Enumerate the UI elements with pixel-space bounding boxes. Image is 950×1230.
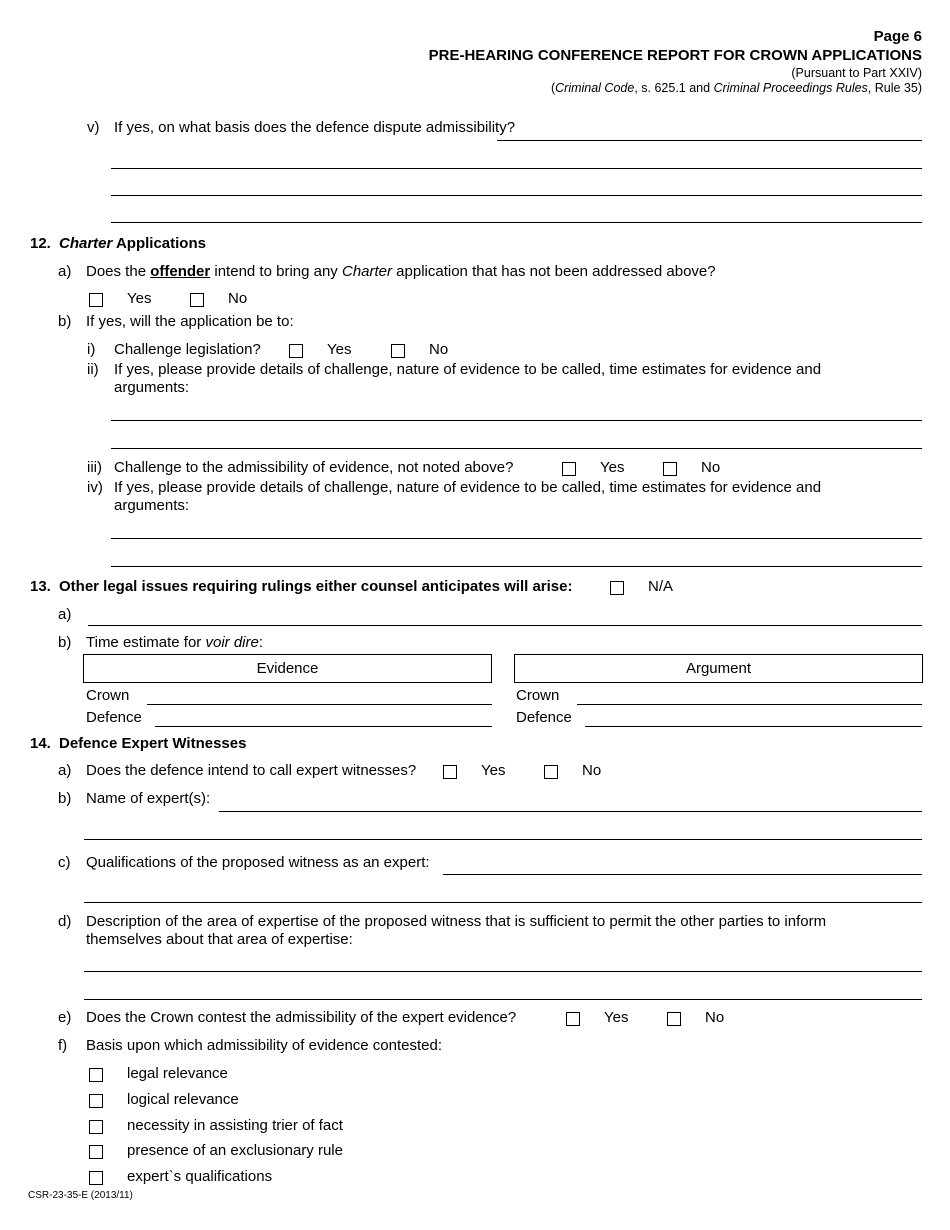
form-code: CSR-23-35-E (2013/11) (28, 1190, 133, 1201)
option-legal-relevance-checkbox[interactable] (89, 1068, 103, 1082)
s14a-yes-label: Yes (481, 762, 506, 779)
s13-na-label: N/A (648, 578, 674, 595)
s14f-number: f) (58, 1037, 68, 1054)
s12iii-yes-checkbox[interactable] (562, 462, 576, 476)
evidence-header-box: Evidence (83, 654, 492, 683)
evidence-crown-label: Crown (86, 687, 130, 704)
s12i-yes-label: Yes (327, 341, 352, 358)
item-v-number: v) (87, 119, 100, 136)
s14d-number: d) (58, 913, 72, 930)
s12b-question: If yes, will the application be to: (86, 313, 294, 330)
section-12-title: Charter Applications (59, 235, 206, 252)
s12iii-number: iii) (87, 459, 102, 476)
page-number: Page 6 (873, 28, 922, 45)
option-exclusionary-rule-checkbox[interactable] (89, 1145, 103, 1159)
option-expert-qualifications-label: expert`s qualifications (127, 1168, 273, 1185)
option-necessity-checkbox[interactable] (89, 1120, 103, 1134)
s14b-label: Name of expert(s): (86, 790, 211, 807)
s12iv-question-line2: arguments: (114, 497, 190, 514)
s14e-number: e) (58, 1009, 72, 1026)
argument-header-box: Argument (514, 654, 923, 683)
item-v-answer-line-2[interactable] (111, 168, 922, 169)
s14f-label: Basis upon which admissibility of evidence contested: (86, 1037, 443, 1054)
s12ii-answer-line-2[interactable] (111, 448, 922, 449)
s13a-answer-line[interactable] (88, 625, 922, 626)
argument-crown-line[interactable] (577, 704, 922, 705)
pursuant-note: (Pursuant to Part XXIV) (791, 66, 922, 80)
s12iv-answer-line-1[interactable] (111, 538, 922, 539)
s13b-number: b) (58, 634, 72, 651)
s12a-no-label: No (228, 290, 248, 307)
s12ii-question-line2: arguments: (114, 379, 190, 396)
s13-na-checkbox[interactable] (610, 581, 624, 595)
s12i-no-checkbox[interactable] (391, 344, 405, 358)
section-13-title: Other legal issues requiring rulings either counsel anticipates will arise: (59, 578, 573, 595)
option-logical-relevance-checkbox[interactable] (89, 1094, 103, 1108)
s12ii-number: ii) (87, 361, 99, 378)
form-title: PRE-HEARING CONFERENCE REPORT FOR CROWN APPLICATIONS (428, 47, 922, 64)
s14b-answer-line-2[interactable] (84, 839, 922, 840)
s12iii-no-label: No (701, 459, 721, 476)
s12i-number: i) (87, 341, 96, 358)
statute-citation: (Criminal Code, s. 625.1 and Criminal Proceedings Rules, Rule 35) (550, 81, 922, 95)
s14a-question: Does the defence intend to call expert witnesses? (86, 762, 417, 779)
argument-defence-label: Defence (516, 709, 572, 726)
s14a-no-checkbox[interactable] (544, 765, 558, 779)
s14d-answer-line-2[interactable] (84, 999, 922, 1000)
option-expert-qualifications-checkbox[interactable] (89, 1171, 103, 1185)
s14e-no-checkbox[interactable] (667, 1012, 681, 1026)
s14e-question: Does the Crown contest the admissibility of the expert evidence? (86, 1009, 517, 1026)
s14b-number: b) (58, 790, 72, 807)
section-12-number: 12. (30, 235, 51, 252)
option-necessity-label: necessity in assisting trier of fact (127, 1117, 343, 1134)
s14a-yes-checkbox[interactable] (443, 765, 457, 779)
s12b-number: b) (58, 313, 72, 330)
evidence-crown-line[interactable] (147, 704, 492, 705)
s14c-answer-line-1[interactable] (443, 874, 922, 875)
s12iv-number: iv) (87, 479, 103, 496)
item-v-answer-line-4[interactable] (111, 222, 922, 223)
s12iv-question-line1: If yes, please provide details of challenge, nature of evidence to be called, time estimates for evidence and (114, 479, 822, 496)
s14d-label-line2: themselves about that area of expertise: (86, 931, 353, 948)
s12iii-question: Challenge to the admissibility of evidence, not noted above? (114, 459, 514, 476)
s14c-number: c) (58, 854, 71, 871)
s12a-question: Does the offender intend to bring any Charter application that has not been addressed above? (86, 263, 716, 280)
s12ii-answer-line-1[interactable] (111, 420, 922, 421)
s12i-no-label: No (429, 341, 449, 358)
evidence-defence-label: Defence (86, 709, 142, 726)
option-legal-relevance-label: legal relevance (127, 1065, 228, 1082)
s14c-answer-line-2[interactable] (84, 902, 922, 903)
s12a-no-checkbox[interactable] (190, 293, 204, 307)
s14d-label-line1: Description of the area of expertise of the proposed witness that is sufficient to permit the other parties to inform (86, 913, 827, 930)
s14e-no-label: No (705, 1009, 725, 1026)
section-14-number: 14. (30, 735, 51, 752)
s12a-yes-label: Yes (127, 290, 152, 307)
section-14-title: Defence Expert Witnesses (59, 735, 247, 752)
option-exclusionary-rule-label: presence of an exclusionary rule (127, 1142, 343, 1159)
option-logical-relevance-label: logical relevance (127, 1091, 239, 1108)
s14e-yes-label: Yes (604, 1009, 629, 1026)
s14c-label: Qualifications of the proposed witness as an expert: (86, 854, 430, 871)
s13a-number: a) (58, 606, 72, 623)
s13b-label: Time estimate for voir dire: (86, 634, 264, 651)
s14a-number: a) (58, 762, 72, 779)
item-v-answer-line-3[interactable] (111, 195, 922, 196)
s14a-no-label: No (582, 762, 602, 779)
item-v-question: If yes, on what basis does the defence dispute admissibility? (114, 119, 516, 136)
item-v-answer-line-1[interactable] (497, 140, 922, 141)
s12a-yes-checkbox[interactable] (89, 293, 103, 307)
s14b-answer-line-1[interactable] (219, 811, 922, 812)
s12iii-yes-label: Yes (600, 459, 625, 476)
s14d-answer-line-1[interactable] (84, 971, 922, 972)
s12iii-no-checkbox[interactable] (663, 462, 677, 476)
argument-crown-label: Crown (516, 687, 560, 704)
s12a-number: a) (58, 263, 72, 280)
s12i-question: Challenge legislation? (114, 341, 261, 358)
section-13-number: 13. (30, 578, 51, 595)
evidence-defence-line[interactable] (155, 726, 492, 727)
s12i-yes-checkbox[interactable] (289, 344, 303, 358)
s12ii-question-line1: If yes, please provide details of challenge, nature of evidence to be called, time estimates for evidence and (114, 361, 822, 378)
s12iv-answer-line-2[interactable] (111, 566, 922, 567)
argument-defence-line[interactable] (585, 726, 922, 727)
s14e-yes-checkbox[interactable] (566, 1012, 580, 1026)
